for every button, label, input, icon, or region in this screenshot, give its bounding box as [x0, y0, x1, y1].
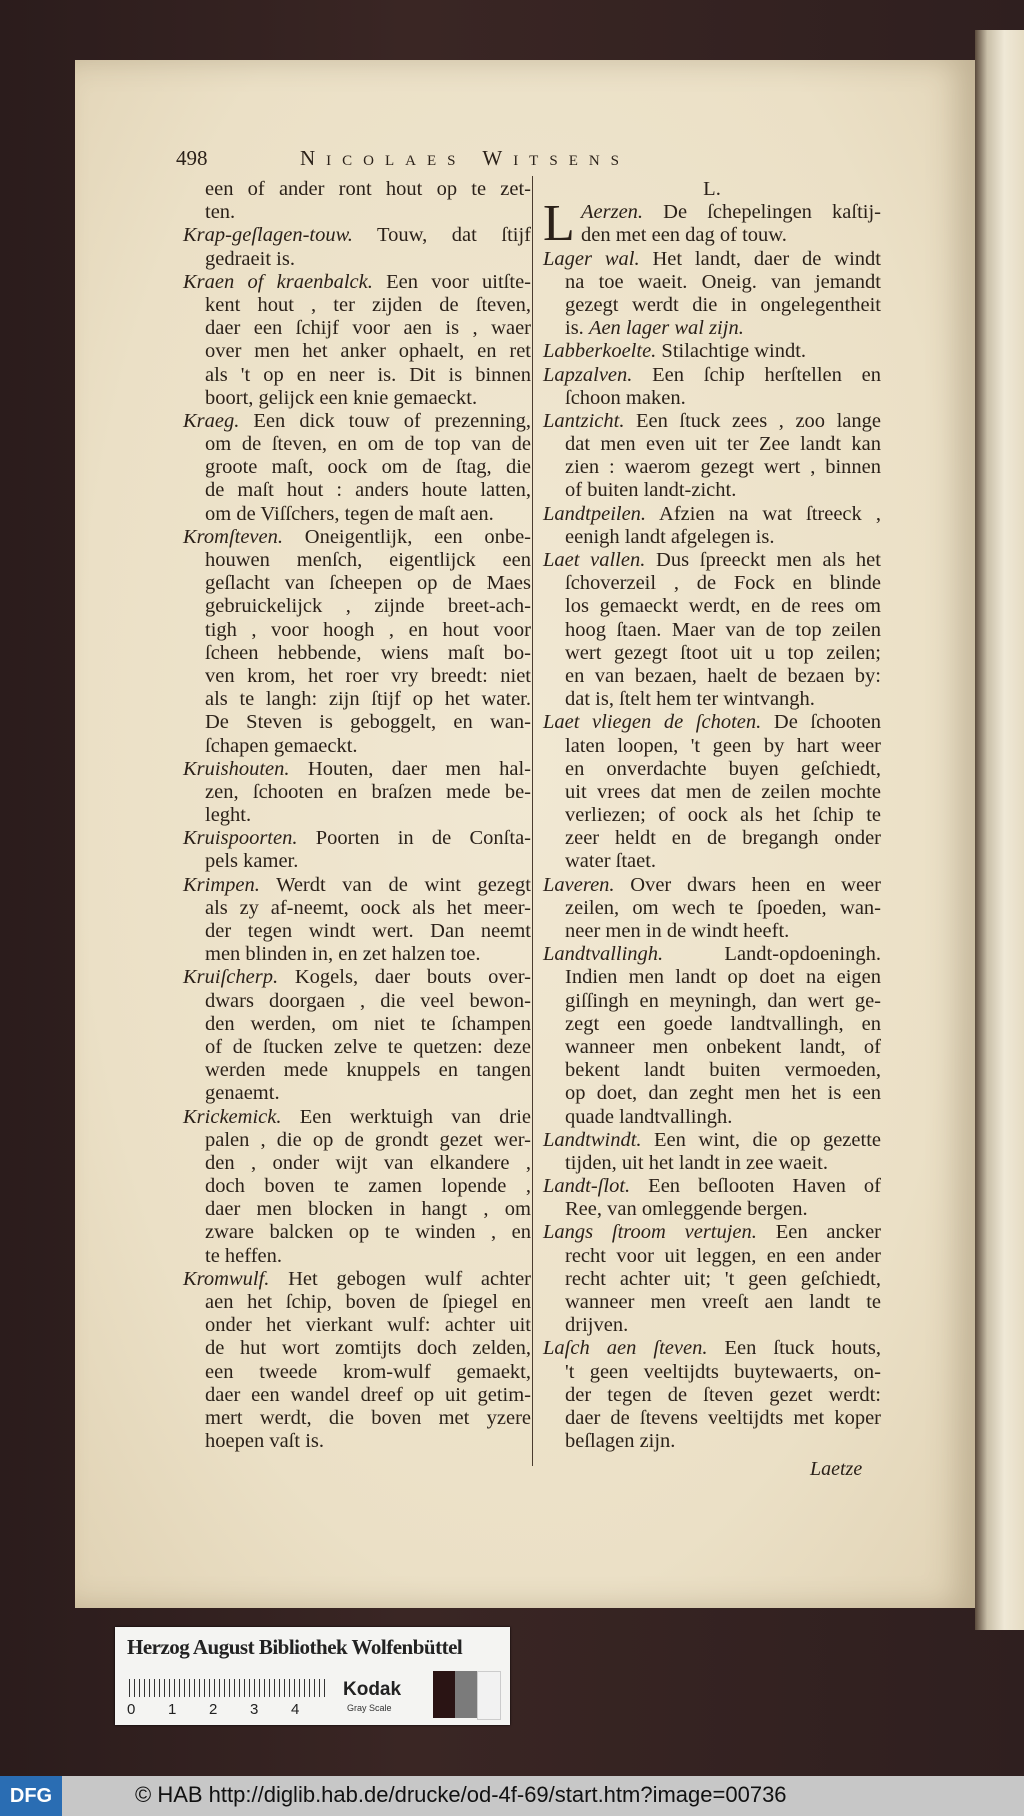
line-text: zien : waerom gezegt wert , binnen [565, 456, 881, 479]
text-line [183, 850, 531, 873]
headword: Kruishouten. [183, 757, 290, 780]
text-line [543, 1059, 881, 1082]
line-text: Een ſtuck zees , zoo lange [624, 409, 881, 432]
line-text: L. [703, 178, 721, 200]
text-line [183, 990, 531, 1013]
entry-headword-line [543, 248, 881, 271]
text-line [183, 1129, 531, 1152]
line-text: Een werktuigh van drie [281, 1105, 531, 1128]
text-line [183, 1337, 531, 1360]
line-text: tigh , voor hoogh , en hout voor [205, 618, 531, 641]
line-text: daer de ſtevens veeltijdts met koper [565, 1406, 881, 1429]
entry-headword-line [183, 526, 531, 549]
line-text: beſlagen zijn. [565, 1430, 676, 1453]
ruler-number: 2 [209, 1701, 218, 1718]
line-text: Een ſchip herſtellen en [632, 363, 881, 386]
text-line [183, 804, 531, 827]
text-line [543, 619, 881, 642]
entry-headword-line [183, 1106, 531, 1129]
line-text: zware balcken op te winden , en [205, 1221, 531, 1244]
gray-swatch-dark [433, 1671, 455, 1718]
headword: Lager wal. [543, 247, 640, 270]
line-text: geſlacht van ſcheepen op de Maes [205, 572, 531, 595]
line-text: Kogels, daer bouts over- [278, 966, 531, 989]
line-text: boort, gelijck een knie gemaeckt. [205, 386, 478, 409]
gray-swatch-mid [455, 1671, 477, 1718]
line-text: hoog ſtaen. Maer van de top zeilen [565, 618, 881, 641]
italic-phrase: Aen lager wal zijn. [588, 317, 744, 340]
line-text: Afzien na wat ſtreeck , [646, 502, 881, 525]
text-line [543, 1384, 881, 1407]
line-text: verliezen; of oock als het ſchip te [565, 804, 881, 827]
headword: Labberkoelte. [543, 340, 657, 363]
text-line [543, 758, 881, 781]
line-text: de hut wort zomtijts doch zelden, [205, 1337, 531, 1360]
entry-headword-line [543, 340, 881, 363]
line-text: den , onder wijt van elkandere , [205, 1151, 531, 1174]
text-line [543, 920, 881, 943]
entry-headword-line [183, 827, 531, 850]
entry-headword-line [543, 943, 881, 966]
text-line [183, 1013, 531, 1036]
headword: Landtvallingh. [543, 943, 664, 966]
line-text: palen , die op de grondt gezet wer- [205, 1128, 531, 1151]
line-text: Houten, daer men hal- [289, 757, 531, 780]
text-line [543, 1036, 881, 1059]
line-text: den werden, om niet te ſchampen [205, 1012, 531, 1035]
line-text: drijven. [565, 1314, 629, 1337]
line-text: Poorten in de Conſta- [297, 827, 531, 850]
line-text: ſchoverzeil , de Fock en blinde [565, 572, 881, 595]
headword: Kraeg. [183, 409, 240, 432]
entry-headword-line [543, 549, 881, 572]
right-column [543, 178, 881, 1453]
headword: Landtwindt. [543, 1128, 642, 1151]
line-text: aen het ſchip, boven de ſpiegel en [205, 1291, 531, 1313]
text-line [183, 549, 531, 572]
headword: Kruiſcherp. [183, 966, 279, 989]
text-line [183, 1245, 531, 1268]
line-text: de maſt hout : anders houte latten, [205, 479, 531, 502]
text-line [543, 1430, 881, 1453]
line-text: op doet, dan zeght men het is een [565, 1082, 881, 1105]
headword: Krap-geſlagen-touw. [183, 224, 353, 247]
text-line [183, 1407, 531, 1430]
ruler-number: 1 [168, 1701, 177, 1718]
text-line [543, 781, 881, 804]
line-text: los gemaeckt werdt, en de rees om [565, 595, 881, 618]
headword: Laet vallen. [543, 549, 646, 571]
text-line [183, 1059, 531, 1082]
line-text: over men het anker ophaelt, en ret [205, 340, 531, 363]
ruler-number: 0 [127, 1701, 136, 1718]
text-line [543, 827, 881, 850]
line-text: recht voor uit leggen, en een ander [565, 1244, 881, 1267]
entry-headword-line [543, 874, 881, 897]
text-line [543, 1013, 881, 1036]
entry-headword-line [543, 1221, 881, 1244]
headword: Lapzalven. [543, 363, 633, 386]
line-text: een of ander ront hout op te zet- [205, 178, 531, 200]
line-text: als 't op en neer is. Dit is binnen [205, 363, 531, 386]
text-line [543, 850, 881, 873]
text-line [183, 619, 531, 642]
text-line [543, 178, 881, 201]
line-text: en onverdachte buyen geſchiedt, [565, 757, 881, 780]
line-text: wert gezegt ſtoot uit u top zeilen; [565, 641, 881, 664]
line-text: Een wint, die op gezette [641, 1128, 881, 1151]
entry-headword-line [183, 758, 531, 781]
line-text: ten. [205, 201, 236, 224]
text-line [543, 804, 881, 827]
text-line [543, 1245, 881, 1268]
ruler-scale [129, 1679, 329, 1697]
headword: Kruispoorten. [183, 827, 298, 850]
text-line [183, 340, 531, 363]
line-text: zeilen, om wech te ſpoeden, wan- [565, 896, 881, 919]
text-line [183, 642, 531, 665]
text-line [183, 294, 531, 317]
headword: Aerzen. [581, 201, 644, 224]
entry-headword-line [183, 410, 531, 433]
line-text: werden mede knuppels en tangen [205, 1059, 531, 1082]
line-text: daer men blocken in hangt , om [205, 1198, 531, 1221]
copyright-link[interactable]: © HAB http://diglib.hab.de/drucke/od-4f-69/start.htm?image=00736 [135, 1782, 787, 1807]
line-text: De Steven is geboggelt, en wan- [205, 711, 531, 734]
line-text: Over dwars heen en weer [614, 873, 881, 896]
text-line [183, 781, 531, 804]
text-line [543, 1407, 881, 1430]
text-line [543, 642, 881, 665]
text-line [183, 1198, 531, 1221]
headword: Krimpen. [183, 873, 260, 896]
catchword: Laetze [810, 1458, 863, 1480]
line-text: Een voor uitſte- [372, 270, 532, 293]
dfg-logo: DFG [0, 1776, 62, 1816]
column-divider [532, 176, 533, 1466]
left-column [183, 178, 531, 1453]
text-line [183, 248, 531, 271]
line-text: mert werdt, die boven met yzere [205, 1406, 531, 1429]
line-text: houwen menſch, eigentlijck een [205, 549, 531, 571]
entry-headword-line [183, 224, 531, 247]
line-text: onder het vierkant wulf: achter uit [205, 1314, 531, 1337]
text-line [183, 920, 531, 943]
line-text: genaemt. [205, 1082, 280, 1105]
entry-headword-line [543, 711, 881, 734]
gray-swatch-light [477, 1671, 501, 1720]
entry-headword-line [543, 201, 881, 224]
entry-headword-line [543, 1129, 881, 1152]
line-text: den met een dag of touw. [581, 224, 787, 247]
line-text: als zy af-neemt, oock als het meer- [205, 896, 531, 919]
line-text: bekent landt buiten vermoeden, [565, 1059, 881, 1082]
text-line [183, 688, 531, 711]
line-text: dat men even uit ter Zee landt kan [565, 433, 881, 456]
text-line [543, 1291, 881, 1314]
line-text: tijden, uit het landt in zee waeit. [565, 1151, 828, 1174]
line-text: quade landtvallingh. [565, 1105, 733, 1128]
text-line [183, 317, 531, 340]
ruler-number: 3 [250, 1701, 259, 1718]
entry-headword-line [183, 966, 531, 989]
text-line [543, 479, 881, 502]
text-line [543, 456, 881, 479]
line-text: water ſtaet. [565, 850, 657, 873]
headword: Kromwulf. [183, 1267, 270, 1290]
line-text: Dus ſpreeckt men als het [645, 549, 881, 571]
text-line [543, 526, 881, 549]
text-line [183, 1384, 531, 1407]
line-text: De ſchepelingen kaſtij- [643, 201, 881, 224]
text-line [183, 1314, 531, 1337]
line-text: gedraeit is. [205, 247, 295, 270]
text-line [183, 1221, 531, 1244]
text-line [183, 897, 531, 920]
line-text: doch boven te zamen lopende , [205, 1175, 531, 1198]
line-text: Een beſlooten Haven of [630, 1175, 881, 1198]
text-line [543, 897, 881, 920]
line-text: De ſchooten [761, 711, 881, 734]
text-line [183, 433, 531, 456]
text-line [183, 1036, 531, 1059]
ruler-number: 4 [291, 1701, 300, 1718]
text-line [183, 479, 531, 502]
text-line [183, 1175, 531, 1198]
line-text: na toe waeit. Oneig. van jemandt [565, 270, 881, 293]
text-line [183, 711, 531, 734]
line-text: ſchapen gemaeckt. [205, 734, 358, 757]
line-text: hoepen vaſt is. [205, 1430, 324, 1453]
line-text: ſcheen hebbende, wiens maſt bo- [205, 641, 531, 664]
text-line [543, 966, 881, 989]
headword: Landt-ſlot. [543, 1175, 631, 1198]
running-header: Nicolaes Witsens [300, 146, 631, 170]
text-line [543, 595, 881, 618]
text-line [183, 1430, 531, 1453]
text-line [183, 1152, 531, 1175]
text-line [543, 1314, 881, 1337]
line-text: gezegt werdt die in ongelegentheit [565, 293, 881, 316]
entry-headword-line [543, 364, 881, 387]
line-text: giſſingh en meyningh, dan wert ge- [565, 989, 881, 1012]
line-text: Een dick touw of prezenning, [239, 409, 531, 432]
headword: Laſch aen ſteven. [543, 1337, 708, 1360]
line-text: Touw, dat ſtijf [352, 224, 531, 247]
text-line [183, 735, 531, 758]
entry-headword-line [543, 1337, 881, 1360]
headword: Laveren. [543, 873, 615, 896]
text-line [543, 572, 881, 595]
gray-scale-caption: Gray Scale [347, 1703, 392, 1713]
line-text: uit vrees dat men de zeilen mochte [565, 780, 881, 803]
line-text: leght. [205, 804, 252, 827]
line-text: en van bezaen, haelt de bezaen by: [565, 664, 881, 687]
text-line [543, 735, 881, 758]
line-text: of de ſtucken zelve te quetzen: deze [205, 1035, 531, 1058]
text-line [183, 201, 531, 224]
line-text: Stilachtige windt. [656, 340, 807, 363]
text-line [543, 688, 881, 711]
line-text: Ree, van omleggende bergen. [565, 1198, 808, 1221]
line-text: zen, ſchooten en braſzen mede be- [205, 780, 531, 803]
text-line [183, 387, 531, 410]
kodak-brand: Kodak [343, 1679, 402, 1700]
line-text: zegt een goede landtvallingh, en [565, 1012, 881, 1035]
line-text: groote maſt, oock om de ſtag, die [205, 456, 531, 479]
entry-headword-line [183, 271, 531, 294]
line-text: om de ſteven, en om de top van de [205, 433, 531, 456]
headword: Kraen of kraenbalck. [183, 270, 373, 293]
line-text: Een ancker [756, 1221, 881, 1244]
line-text: der tegen de ſteven gezet werdt: [565, 1383, 881, 1406]
line-text: gebruickelijck , zijnde breet-ach- [205, 595, 531, 618]
line-text: pels kamer. [205, 850, 299, 873]
text-line [183, 1291, 531, 1314]
text-line [543, 224, 881, 247]
line-text: 't geen veeltijdts buytewaerts, on- [565, 1360, 881, 1383]
line-text: daer een ſchijf voor aen is , waer [205, 317, 531, 340]
line-text: Landt-opdoeningh. [663, 943, 881, 966]
line-text: Oneigentlijk, een onbe- [283, 525, 531, 548]
headword: Laet vliegen de ſchoten. [543, 711, 762, 734]
line-text: laten loopen, 't geen by hart weer [565, 734, 881, 757]
headword: Kromſteven. [183, 525, 284, 548]
line-text: om de Viſſchers, tegen de maſt aen. [205, 502, 494, 525]
text-line [543, 387, 881, 410]
text-line [543, 1268, 881, 1291]
next-page-edge [975, 30, 1024, 1630]
library-scale-label [115, 1627, 510, 1725]
text-line [543, 271, 881, 294]
line-text: wanneer men onbekent landt, of [565, 1035, 881, 1058]
line-text: men blinden in, en zet halzen toe. [205, 943, 481, 966]
text-line [183, 503, 531, 526]
text-line [543, 1152, 881, 1175]
line-text: ven krom, het roer vry breedt: niet [205, 664, 531, 687]
text-line [183, 1082, 531, 1105]
text-line [183, 665, 531, 688]
page-number: 498 [176, 146, 208, 170]
line-text: Indien men landt op doet na eigen [565, 966, 881, 989]
text-line [543, 1198, 881, 1221]
entry-headword-line [543, 503, 881, 526]
entry-headword-line [183, 1268, 531, 1291]
drop-cap: L [543, 195, 575, 252]
text-line [183, 178, 531, 201]
line-text: daer een wandel dreef op uit getim- [205, 1383, 531, 1406]
text-line [183, 572, 531, 595]
line-text: Het landt, daer de windt [639, 247, 881, 270]
text-line [543, 990, 881, 1013]
ruler-numbers [127, 1701, 332, 1718]
line-text: kent hout , ter zijden de ſteven, [205, 293, 531, 316]
text-line [183, 364, 531, 387]
library-name: Herzog August Bibliothek Wolfenbüttel [127, 1635, 463, 1659]
headword: Langs ſtroom vertujen. [543, 1221, 757, 1244]
headword: Lantzicht. [543, 409, 625, 432]
text-line [543, 665, 881, 688]
line-text: der tegen windt wert. Dan neemt [205, 920, 531, 942]
entry-headword-line [543, 1175, 881, 1198]
line-text: eenigh landt afgelegen is. [565, 525, 775, 548]
line-text: dat is, ſtelt hem ter wintvangh. [565, 688, 815, 711]
line-text: is. [565, 317, 589, 340]
headword: Krickemick. [183, 1105, 282, 1128]
text-line [183, 595, 531, 618]
line-text: een tweede krom-wulf gemaekt, [205, 1360, 531, 1383]
line-text: te heffen. [205, 1244, 283, 1267]
text-line [543, 1106, 881, 1129]
text-line [543, 433, 881, 456]
footer-bar [0, 1776, 1024, 1816]
text-line [543, 317, 881, 340]
entry-headword-line [543, 410, 881, 433]
line-text: of buiten landt-zicht. [565, 479, 737, 502]
line-text: Een ſtuck houts, [707, 1337, 881, 1360]
line-text: Werdt van de wint gezegt [259, 873, 531, 896]
entry-headword-line [183, 874, 531, 897]
text-line [183, 943, 531, 966]
text-line [543, 1082, 881, 1105]
line-text: dwars doorgaen , die veel bewon- [205, 989, 531, 1012]
text-line [183, 1361, 531, 1384]
line-text: Het gebogen wulf achter [269, 1267, 531, 1290]
text-line [183, 456, 531, 479]
line-text: ſchoon maken. [565, 386, 686, 409]
line-text: wanneer men vreeſt aen landt te [565, 1291, 881, 1313]
text-line [543, 1361, 881, 1384]
headword: Landtpeilen. [543, 502, 647, 525]
line-text: zeer heldt en de bregangh onder [565, 827, 881, 850]
line-text: als te langh: zijn ſtijf op het water. [205, 688, 531, 711]
line-text: recht achter uit; 't geen geſchiedt, [565, 1267, 881, 1290]
text-line [543, 294, 881, 317]
line-text: neer men in de windt heeft. [565, 920, 790, 942]
